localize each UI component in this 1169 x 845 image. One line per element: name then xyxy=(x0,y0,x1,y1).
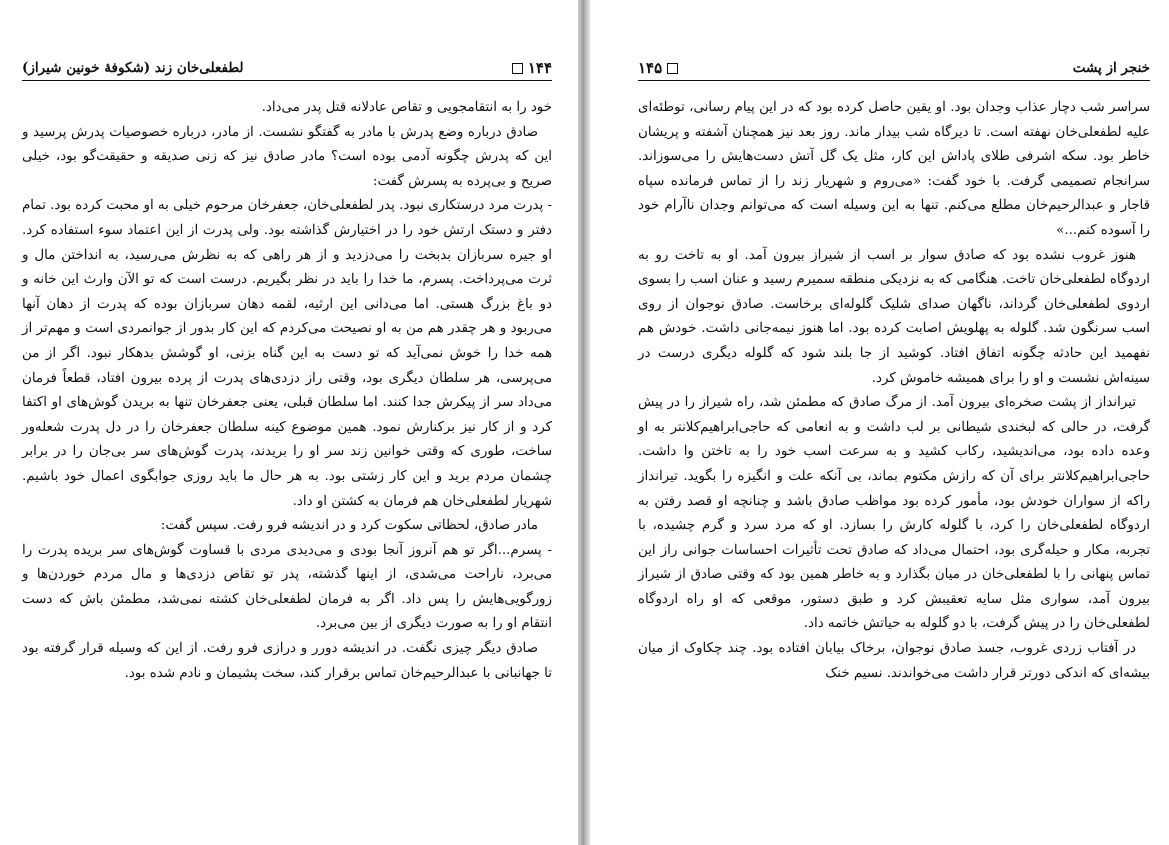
paragraph: تیرانداز از پشت صخره‌ای بیرون آمد. از مرگ صادق که مطمئن شد، راه شیراز را در پیش گرفت، در حالی که لبخندی شیطانی بر لب داشت و به انعامی که حاجی‌ابراهیم‌کلانتر به او وعده داده بود، می‌اندیشید، رکاب کشید و به سرعت اسب خود را به تاختن وا داشت. حاجی‌ابراهیم‌کلانتر برای آن که رازش مکتوم بماند، بی آنکه علت و انگیزه را بگوید. تیرانداز راکه از سواران خودش بود، مأمور کرده بود مواظب صادق باشد و چنانچه او قصد رفتن به اردوگاه لطفعلی‌خان را کرد، با گلوله کارش را بسازد. او که مرد سرد و گرم چشیده، با تجربه، مکار و حیله‌گری بود، احتمال می‌داد که صادق تحت تأثیرات احساسات جوانی راز این تماس پنهانی را با لطفعلی‌خان در میان بگذارد و به خاطر همین بود که وقتی صادق از شیراز بیرون آمد، سواری مثل سایه تعقیبش کرد و طبق دستور، موقعی که او راه اردوگاه لطفعلی‌خان را در پیش گرفت، با دو گلوله به حیاتش خاتمه داد. xyxy=(638,395,1150,632)
book-gutter xyxy=(578,0,590,845)
square-bullet-icon xyxy=(512,63,523,74)
right-page-header xyxy=(638,56,1150,81)
page-body-text xyxy=(22,96,552,686)
paragraph: خود را به انتقامجویی و تقاص عادلانه قتل پدر می‌داد. xyxy=(261,100,552,115)
paragraph: - پدرت مرد درستکاری نبود. پدر لطفعلی‌خان، جعفرخان مرحوم خیلی به او محبت کرده بود. تمام دفتر و دستک ارتش خود را در اختیارش گذاشته بود. ولی پدرت از این اعتماد سوء استفاده کرد. او جیره سربازان بدبخت را می‌دزدید و از هر راهی که به نظرش می‌رسید، به انداختن مال و ثرت می‌پرداخت. پسرم، ما خدا را باید در نظر بگیریم. درست است که تو الآن وارث این خانه و دو باغ بزرگ هستی. اما می‌دانی این ارثیه، لقمه دهان سربازان بوده که پدرت از دهان آنها می‌ربود و هر چقدر هم من به او نصیحت می‌کردم که این کار بدور از جوانمردی است و مهم‌تر از همه خدا را خوش نمی‌آید که تو دست به این گناه بزنی، او گوشش بدهکار نبود. اگر از من می‌پرسی، هر سلطان دیگری بود، وقتی راز دزدی‌های پدرت از پرده بیرون افتاد، قطعاً فرمان می‌داد سر از پیکرش جدا کنند. اما سلطان قبلی، یعنی جعفرخان تنها به بریدن گوش‌های او اکتفا کرد و از کار نیز برکنارش نمود. همین موضوع کینه سلطان جعفرخان را در دل پدرت شعله‌ور ساخت، طوری که وقتی خوانین زند سر او را بریدند، پدرت گوش‌های سر بی‌جان را در برابر چشمان مردم برید و این کار زشتی بود. به هر حال ما باید روزی جوابگوی اعمال خود باشیم. شهریار لطفعلی‌خان هم فرمان به کشتن او داد. xyxy=(22,198,552,509)
paragraph: صادق دیگر چیزی نگفت. در اندیشه دورر و درازی فرو رفت. از این که وسیله قرار گرفته بود تا جهانبانی با عبدالرحیم‌خان تماس برقرار کند، سخت پشیمان و نادم شده بود. xyxy=(22,641,552,681)
square-bullet-icon xyxy=(667,63,678,74)
page-number-group xyxy=(512,59,552,77)
left-page-header xyxy=(22,56,552,81)
running-title: لطفعلی‌خان زند (شکوفهٔ خونین شیراز) xyxy=(22,60,244,76)
running-title: خنجر از پشت xyxy=(1072,60,1150,76)
right-page xyxy=(590,0,1169,845)
left-page xyxy=(0,0,578,845)
page-body-text xyxy=(638,96,1150,686)
paragraph: هنوز غروب نشده بود که صادق سوار بر اسب از شیراز بیرون آمد. او به تاخت رو به اردوگاه لطفعلی‌خان تاخت. هنگامی که به نزدیکی منطقه سمیرم رسید و عنان اسب را بسوی اردوی لطفعلی‌خان گرداند، ناگهان صدای شلیک گلوله‌ای برخاست. صادق نوجوان از روی اسب سرنگون شد. گلوله به پهلویش اصابت کرده بود. اما هنوز نیمه‌جانی داشت. خودش هم نفهمید این حادثه چگونه اتفاق افتاد. کوشید از جا بلند شود که گلوله دیگری درست در سینه‌اش نشست و او را برای همیشه خاموش کرد. xyxy=(638,247,1150,386)
paragraph: صادق درباره وضع پدرش با مادر به گفتگو نشست. از مادر، درباره خصوصیات پدرش پرسید و این که پدرش چگونه آدمی بوده است؟ مادر صادق نیز که زنی صدیقه و حقیقت‌گو بود، خیلی صریح و بی‌پرده به پسرش گفت: xyxy=(22,124,552,189)
paragraph: مادر صادق، لحظاتی سکوت کرد و در اندیشه فرو رفت. سپس گفت: xyxy=(160,518,538,534)
paragraph: سراسر شب دچار عذاب وجدان بود. او یقین حاصل کرده بود که در این پیام رسانی، توطئه‌ای علیه لطفعلی‌خان نهفته است. تا دیرگاه شب بیدار ماند. روز بعد نیز همچنان آشفته و پریشان خاطر بود. سکه اشرفی طلای پاداش این کار، مثل یک گل آتش دست‌هایش را می‌سوزاند. سرانجام تصمیمی گرفت. با خود گفت: «می‌روم و شهریار زند را از تماس فرمانده سپاه قاجار و عبدالرحیم‌خان مطلع می‌کنم. تنها به این وسیله است که می‌توانم وجدان ناآرام خود را آسوده کنم...» xyxy=(638,100,1150,238)
page-number: ۱۴۴ xyxy=(527,59,552,77)
paragraph: در آفتاب زردی غروب، جسد صادق نوجوان، برخاک بیابان افتاده بود. چند چکاوک از میان بیشه‌ای که اندکی دورتر قرار داشت می‌خواندند. نسیم خنک xyxy=(638,641,1150,681)
page-number: ۱۴۵ xyxy=(638,59,663,77)
page-number-group xyxy=(638,59,678,77)
paragraph: - پسرم...اگر تو هم آنروز آنجا بودی و می‌دیدی مردی با قساوت گوش‌های سر بریده پدرت را می‌برد، ناراحت می‌شدی، از اینها گذشته، پدر تو تقاص دزدی‌ها و مال مردم خوردن‌ها و زورگویی‌هایش را پس داد. اگر به فرمان لطفعلی‌خان کشته نمی‌شد، مطمئن باش که دست انتقام او را به صورت دیگری از بین می‌برد. xyxy=(22,542,552,632)
